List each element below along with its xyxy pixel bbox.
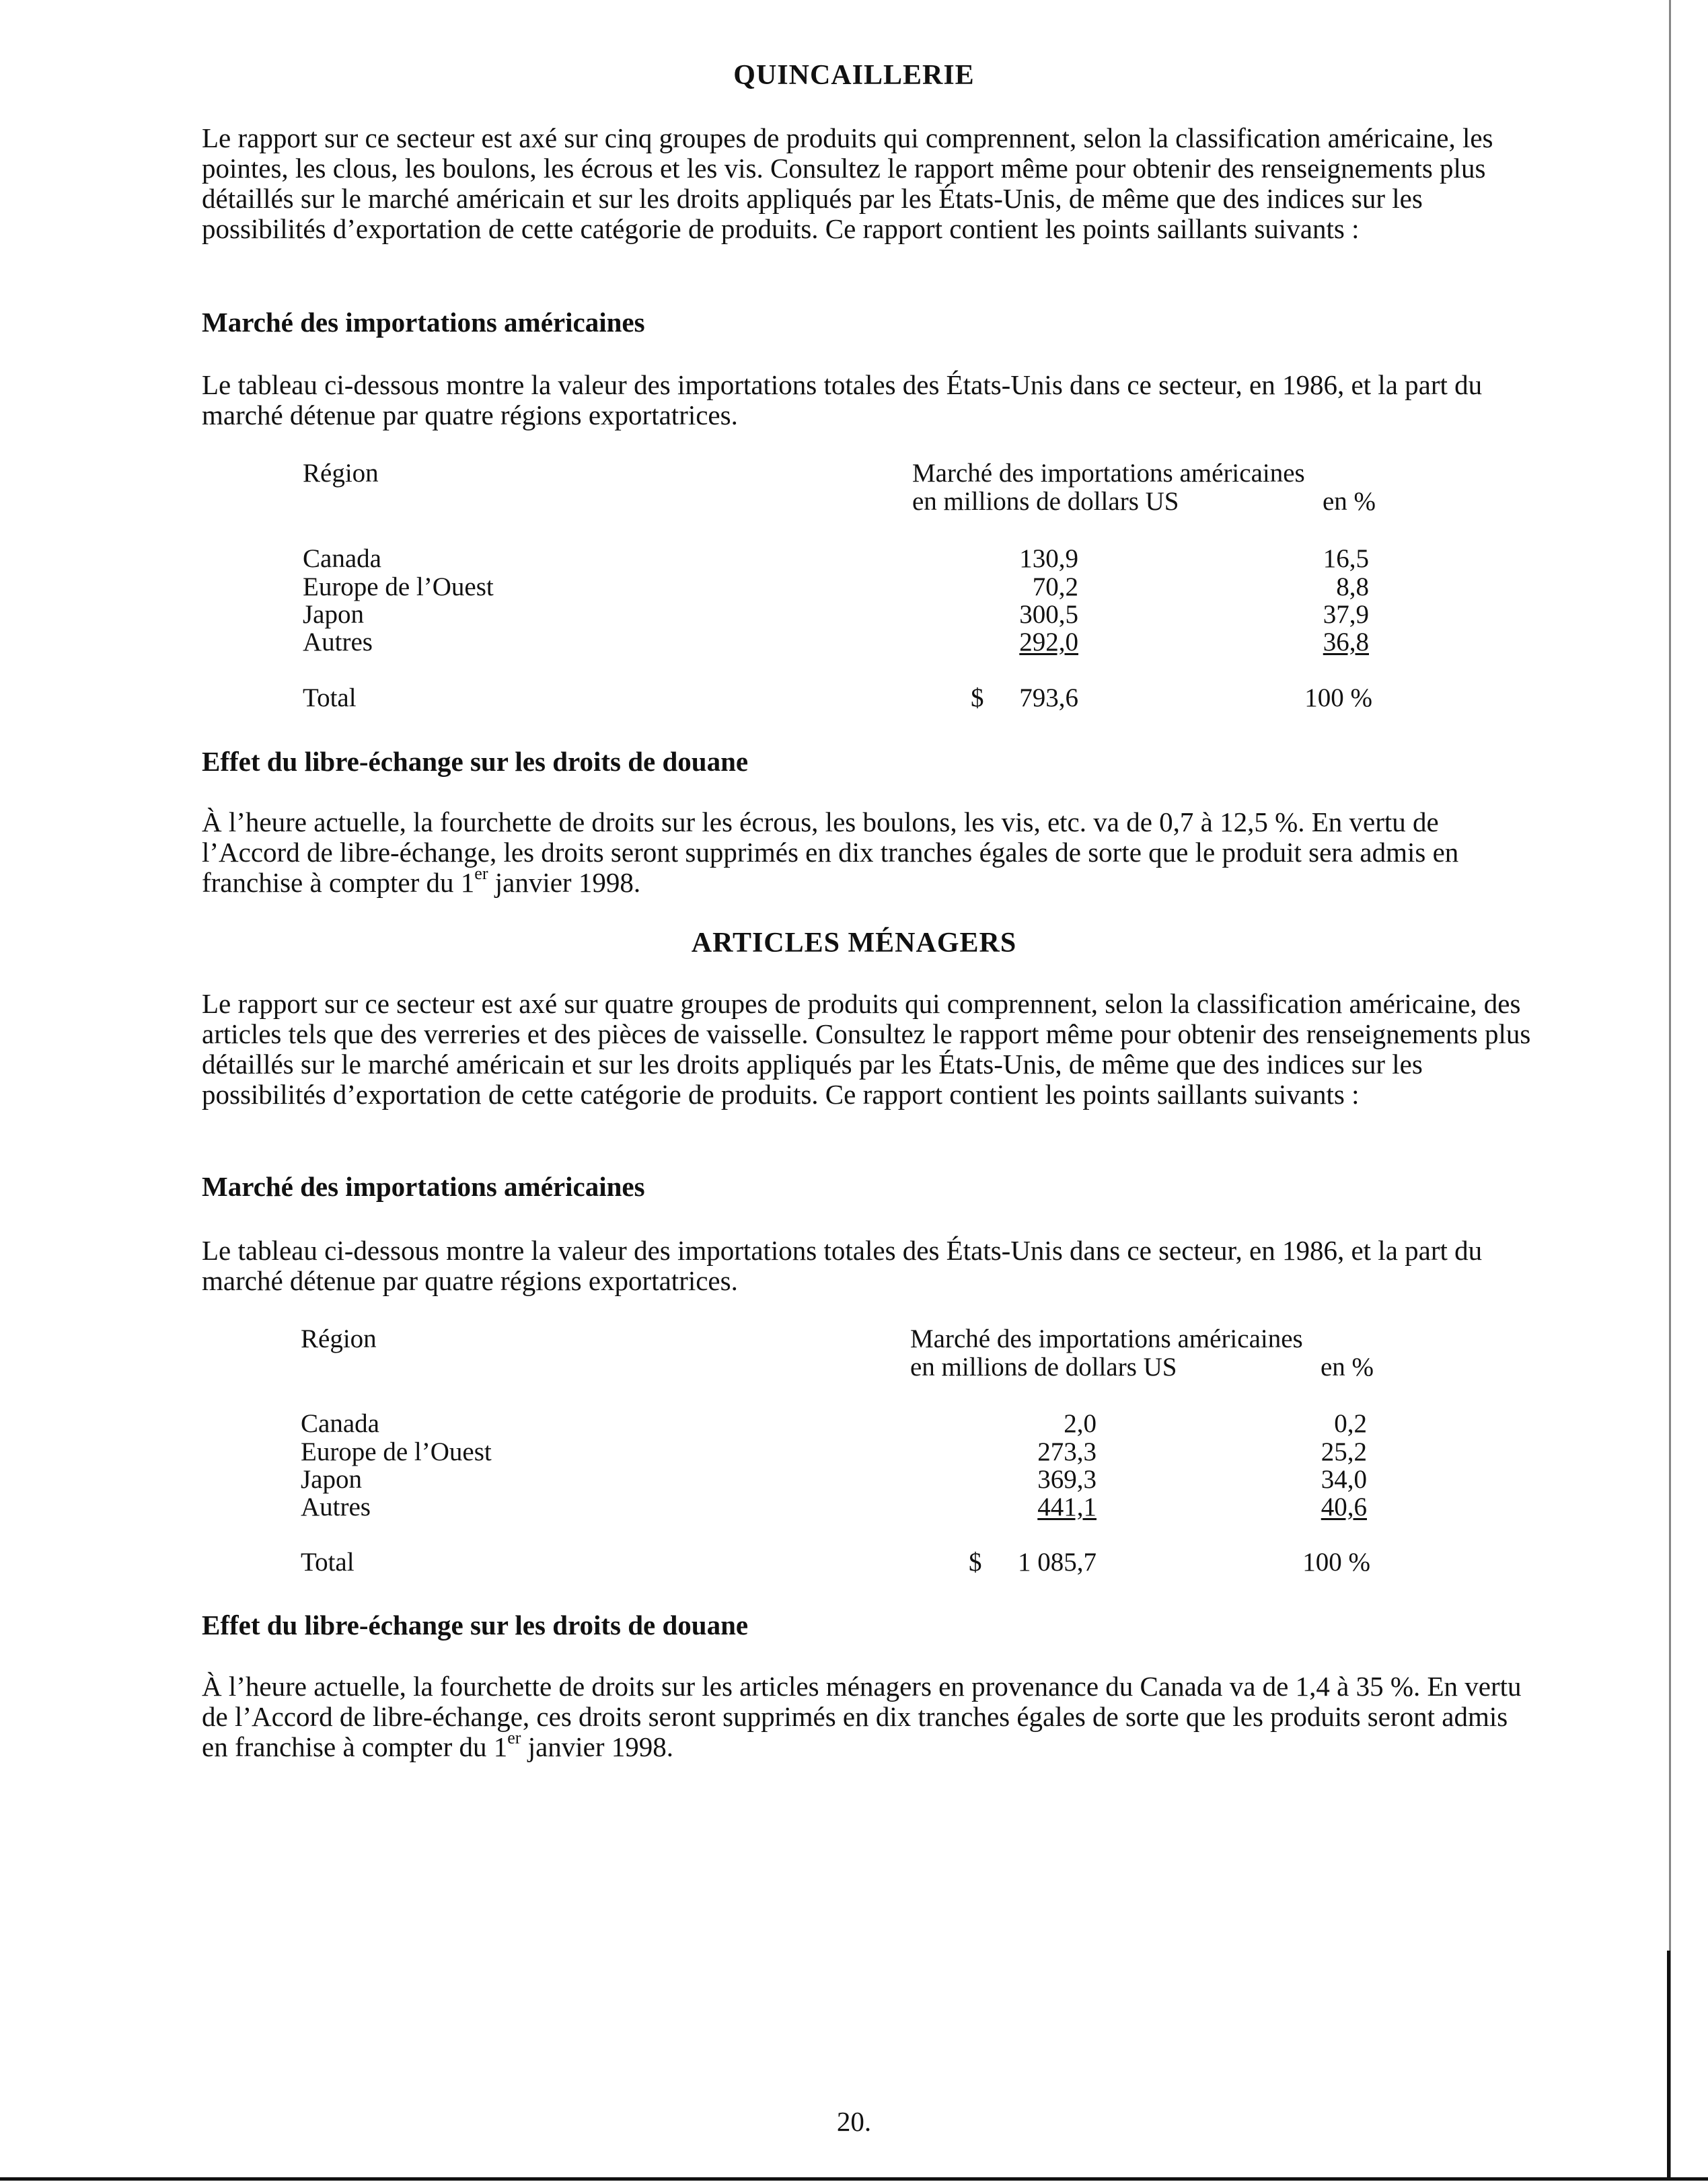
market-heading: Marché des importations américaines xyxy=(202,307,645,338)
row-pct: 36,8 xyxy=(1323,628,1369,656)
row-region: Canada xyxy=(303,544,381,573)
section-title-quincaillerie: QUINCAILLERIE xyxy=(733,60,975,91)
row-region: Canada xyxy=(301,1409,379,1438)
row-region: Japon xyxy=(303,600,364,629)
total-currency: $ xyxy=(969,1548,982,1577)
row-pct: 40,6 xyxy=(1321,1493,1367,1521)
row-value: 273,3 xyxy=(1037,1437,1097,1466)
row-pct: 8,8 xyxy=(1336,572,1369,601)
row-value: 70,2 xyxy=(1032,572,1078,601)
row-region: Europe de l’Ouest xyxy=(301,1437,492,1466)
col-value-header: en millions de dollars US xyxy=(912,487,1179,516)
total-currency: $ xyxy=(971,683,984,712)
row-value: 2,0 xyxy=(1064,1409,1097,1438)
row-value: 292,0 xyxy=(1019,628,1078,656)
market-paragraph: Le tableau ci-dessous montre la valeur des importations totales des États-Unis dans ce secteur, en 1986, et la part du marché détenue par quatre régions exportatrices. xyxy=(202,369,1483,430)
row-value: 441,1 xyxy=(1037,1493,1097,1521)
row-region: Autres xyxy=(301,1493,371,1521)
total-value: 1 085,7 xyxy=(1018,1548,1097,1577)
row-value: 130,9 xyxy=(1019,544,1078,573)
effect-heading: Effet du libre-échange sur les droits de douane xyxy=(202,1610,749,1641)
page-edge-right xyxy=(1669,0,1671,2179)
col-region-header: Région xyxy=(301,1324,377,1353)
effect-heading: Effet du libre-échange sur les droits de douane xyxy=(202,746,749,777)
market-heading: Marché des importations américaines xyxy=(202,1171,645,1202)
market-paragraph: Le tableau ci-dessous montre la valeur des importations totales des États-Unis dans ce secteur, en 1986, et la part du marché détenue par quatre régions exportatrices. xyxy=(202,1235,1483,1296)
page-edge-right-shadow xyxy=(1667,1951,1670,2179)
row-pct: 25,2 xyxy=(1321,1437,1367,1466)
page-edge-bottom xyxy=(0,2177,1708,2181)
effect-text-end: janvier 1998. xyxy=(521,1731,674,1762)
total-label: Total xyxy=(303,683,357,712)
total-pct: 100 % xyxy=(1302,1548,1370,1577)
total-label: Total xyxy=(301,1548,355,1577)
col-region-header: Région xyxy=(303,459,379,488)
section-title-articles-menagers: ARTICLES MÉNAGERS xyxy=(691,928,1017,958)
page-number: 20. xyxy=(836,2106,872,2137)
row-region: Autres xyxy=(303,628,373,656)
col-pct-header: en % xyxy=(1320,1353,1374,1382)
effect-text: À l’heure actuelle, la fourchette de droits sur les articles ménagers en provenance du Canada va de 1,4 à 35 %. En vertu de l’Accord de libre-échange, ces droits seront supprimés en dix tranches égales de sorte que les produits seront admis en franchise à compter du 1 xyxy=(202,1671,1522,1762)
row-pct: 37,9 xyxy=(1323,600,1369,629)
row-pct: 34,0 xyxy=(1321,1465,1367,1494)
effect-paragraph xyxy=(202,807,1534,898)
col-pct-header: en % xyxy=(1322,487,1376,516)
col-market-header: Marché des importations américaines xyxy=(912,459,1305,488)
effect-text: À l’heure actuelle, la fourchette de droits sur les écrous, les boulons, les vis, etc. va de 0,7 à 12,5 %. En vertu de l’Accord de libre-échange, les droits seront supprimés en dix tranches égales de sorte que le produit sera admis en franchise à compter du 1 xyxy=(202,806,1459,898)
intro-paragraph: Le rapport sur ce secteur est axé sur quatre groupes de produits qui comprennent, selon la classification américaine, des articles tels que des verreries et des pièces de vaisselle. Consultez le rapport même pour obtenir des renseignements plus détaillés sur le marché américain et sur les droits appliqués par les États-Unis, de même que des indices sur les possibilités d’exportation de cette catégorie de produits. Ce rapport contient les points saillants suivants : xyxy=(202,988,1531,1110)
intro-paragraph: Le rapport sur ce secteur est axé sur cinq groupes de produits qui comprennent, selon la classification américaine, les pointes, les clous, les boulons, les écrous et les vis. Consultez le rapport même pour obtenir des renseignements plus détaillés sur le marché américain et sur les droits appliqués par les États-Unis, de même que des indices sur les possibilités d’exportation de cette catégorie de produits. Ce rapport contient les points saillants suivants : xyxy=(202,122,1493,244)
effect-paragraph xyxy=(202,1671,1534,1762)
total-pct: 100 % xyxy=(1304,683,1372,712)
superscript: er xyxy=(474,864,488,884)
row-region: Europe de l’Ouest xyxy=(303,572,494,601)
row-value: 369,3 xyxy=(1037,1465,1097,1494)
col-market-header: Marché des importations américaines xyxy=(910,1324,1303,1353)
row-pct: 16,5 xyxy=(1323,544,1369,573)
row-value: 300,5 xyxy=(1019,600,1078,629)
col-value-header: en millions de dollars US xyxy=(910,1353,1177,1382)
superscript: er xyxy=(507,1728,521,1748)
total-value: 793,6 xyxy=(1019,683,1078,712)
row-region: Japon xyxy=(301,1465,362,1494)
effect-text-end: janvier 1998. xyxy=(488,867,641,898)
row-pct: 0,2 xyxy=(1334,1409,1367,1438)
